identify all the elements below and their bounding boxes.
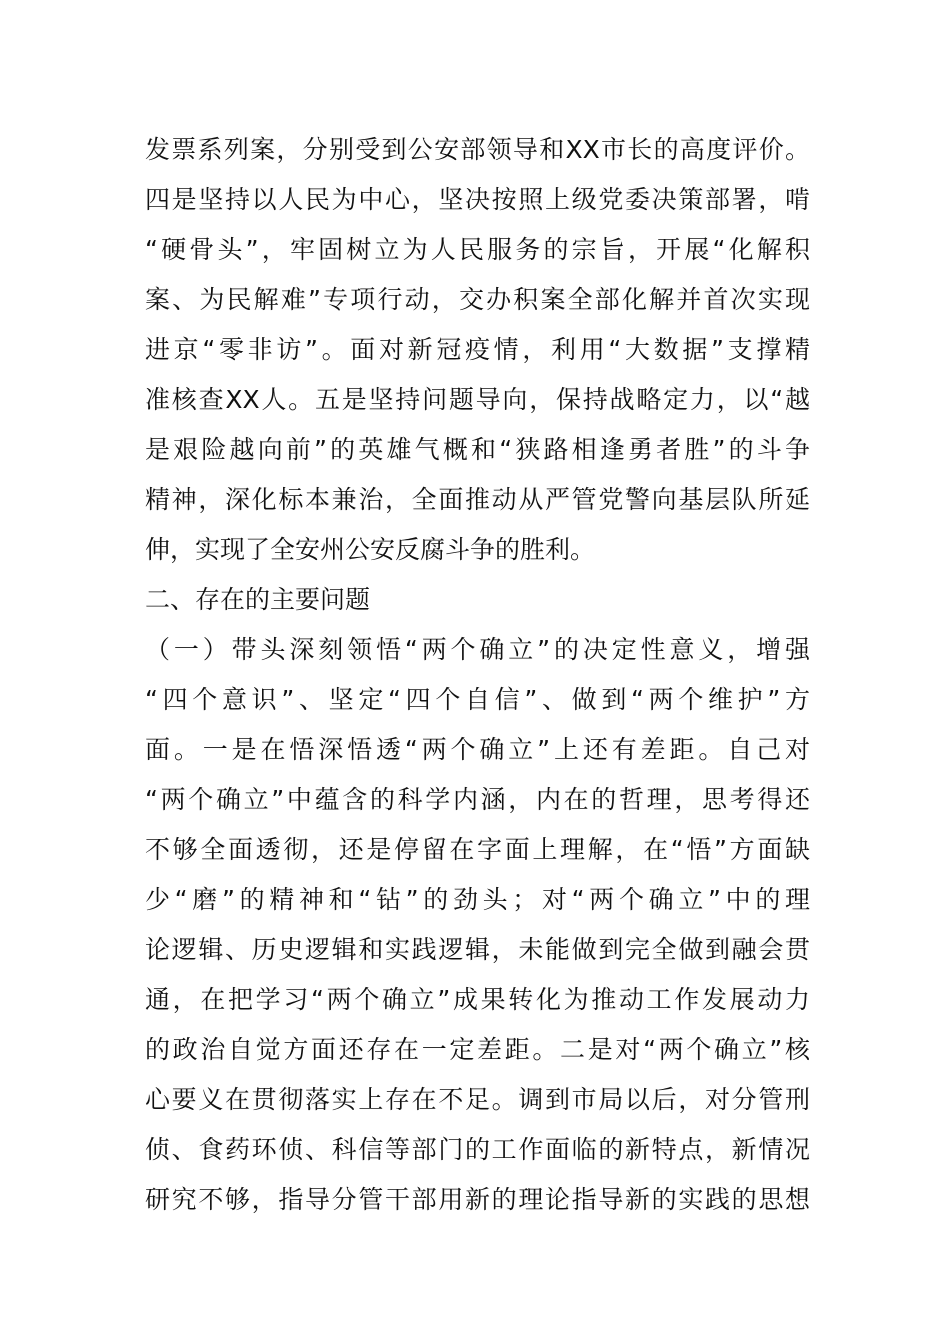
text-line: 进京“零非访”。面对新冠疫情，利用“大数据”支撑精 xyxy=(145,335,810,364)
text-line: 通，在把学习“两个确立”成果转化为推动工作发展动力 xyxy=(145,985,810,1014)
text-line: 侦、食药环侦、科信等部门的工作面临的新特点，新情况 xyxy=(145,1135,810,1164)
text-line: 精神，深化标本兼治，全面推动从严管党警向基层队所延 xyxy=(145,485,810,514)
text-line: 准核查XX人。五是坚持问题导向，保持战略定力，以“越 xyxy=(145,385,810,414)
text-line: 心要义在贯彻落实上存在不足。调到市局以后，对分管刑 xyxy=(145,1085,810,1114)
text-line: 论逻辑、历史逻辑和实践逻辑，未能做到完全做到融会贯 xyxy=(145,935,810,964)
text-line: 伸，实现了全安州公安反腐斗争的胜利。 xyxy=(145,535,596,564)
text-line: 四是坚持以人民为中心，坚决按照上级党委决策部署，啃 xyxy=(145,185,810,214)
text-line: 面。一是在悟深悟透“两个确立”上还有差距。自己对 xyxy=(145,735,810,764)
text-line: “四个意识”、坚定“四个自信”、做到“两个维护”方 xyxy=(145,685,810,714)
text-line: “两个确立”中蕴含的科学内涵，内在的哲理，思考得还 xyxy=(145,785,810,814)
text-line: 的政治自觉方面还存在一定差距。二是对“两个确立”核 xyxy=(145,1035,810,1064)
text-line: “硬骨头”，牢固树立为人民服务的宗旨，开展“化解积 xyxy=(145,235,810,264)
document-body xyxy=(145,125,810,1225)
text-line: 研究不够，指导分管干部用新的理论指导新的实践的思想 xyxy=(145,1185,810,1214)
text-line: 发票系列案，分别受到公安部领导和XX市长的高度评价。 xyxy=(145,135,810,164)
text-line: 案、为民解难”专项行动，交办积案全部化解并首次实现 xyxy=(145,285,810,314)
text-line: 不够全面透彻，还是停留在字面上理解，在“悟”方面缺 xyxy=(145,835,810,864)
text-line: （一）带头深刻领悟“两个确立”的决定性意义，增强 xyxy=(145,635,810,664)
section-heading: 二、存在的主要问题 xyxy=(145,585,371,614)
text-line: 是艰险越向前”的英雄气概和“狭路相逢勇者胜”的斗争 xyxy=(145,435,810,464)
text-line: 少“磨”的精神和“钻”的劲头；对“两个确立”中的理 xyxy=(145,885,810,914)
